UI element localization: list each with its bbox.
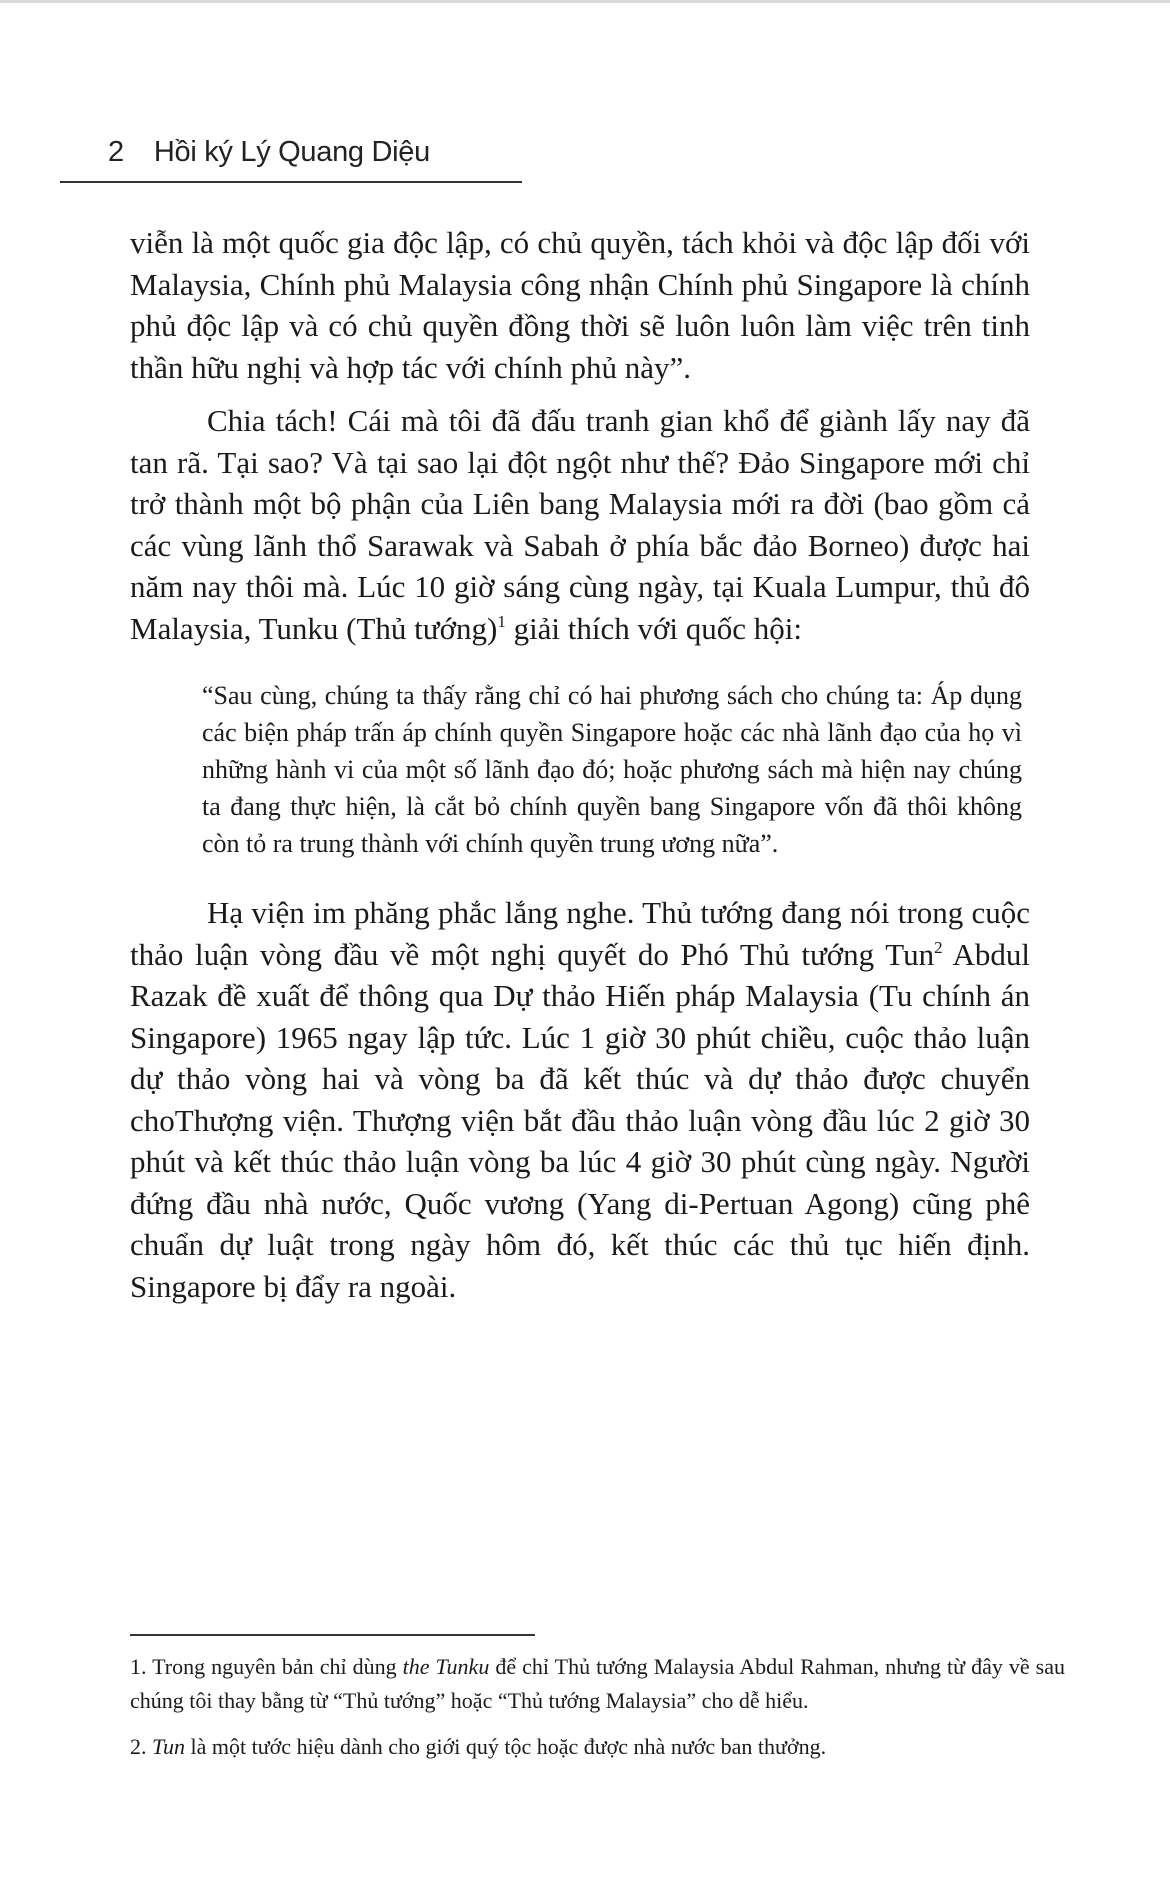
paragraph-1: viễn là một quốc gia độc lập, có chủ quyền, tách khỏi và độc lập đối với Malaysia, Chính phủ Malaysia công nhận Chính phủ Singapore là chính phủ độc lập và có chủ quyền đồng thời sẽ luôn luôn làm việc trên tinh thần hữu nghị và hợp tác với chính phủ này”.	[130, 225, 1030, 385]
footnote-2	[130, 1730, 1065, 1764]
footnote-2-text: là một tước hiệu dành cho giới quý tộc hoặc được nhà nước ban thưởng.	[185, 1734, 827, 1759]
paragraph-3	[130, 892, 1030, 1307]
footnote-2-prefix: 2.	[130, 1734, 152, 1759]
footnote-1-prefix: 1. Trong nguyên bản chỉ dùng	[130, 1654, 403, 1679]
paragraph-3-tail: Abdul Razak đề xuất để thông qua Dự thảo Hiến pháp Malaysia (Tu chính án Singapore) 1965 ngay lập tức. Lúc 1 giờ 30 phút chiều, cuộc thảo luận dự thảo vòng hai và vòng ba đã kết thúc và dự thảo được chuyển choThượng viện. Thượng viện bắt đầu thảo luận vòng đầu lúc 2 giờ 30 phút và kết thúc thảo luận vòng ba lúc 4 giờ 30 phút cùng ngày. Người đứng đầu nhà nước, Quốc vương (Yang di-Pertuan Agong) cũng phê chuẩn dự luật trong ngày hôm đó, kết thúc các thủ tục hiến định. Singapore bị đẩy ra ngoài.	[130, 936, 1030, 1304]
header-rule	[60, 181, 522, 183]
footnote-1-term: the Tunku	[402, 1654, 490, 1679]
footnote-ref-2: 2	[934, 937, 943, 957]
footnote-2-term: Tun	[152, 1734, 186, 1759]
paragraph-3-text: Hạ viện im phăng phắc lắng nghe. Thủ tướng đang nói trong cuộc thảo luận vòng đầu về một nghị quyết do Phó Thủ tướng Tun	[130, 895, 1030, 972]
running-header	[108, 136, 430, 169]
footnote-1	[130, 1650, 1065, 1718]
paragraph-2-tail: giải thích với quốc hội:	[505, 610, 803, 646]
page-top-edge	[0, 0, 1170, 3]
footnote-1-text: để chỉ Thủ tướng Malaysia Abdul Rahman, nhưng từ đây về sau chúng tôi thay bằng từ “Thủ tướng” hoặc “Thủ tướng Malaysia” cho dễ hiểu.	[130, 1654, 1065, 1713]
footnotes	[130, 1650, 1065, 1764]
body-text	[130, 222, 1030, 1307]
book-title: Hồi ký Lý Quang Diệu	[153, 136, 430, 168]
page-number: 2	[108, 136, 124, 168]
block-quote: “Sau cùng, chúng ta thấy rằng chỉ có hai phương sách cho chúng ta: Áp dụng các biện pháp trấn áp chính quyền Singapore hoặc các nhà lãnh đạo của họ vì những hành vi của một số lãnh đạo đó; hoặc phương sách mà hiện nay chúng ta đang thực hiện, là cắt bỏ chính quyền bang Singapore vốn đã thôi không còn tỏ ra trung thành với chính quyền trung ương nữa”.	[202, 681, 1022, 858]
footnote-rule	[130, 1634, 535, 1636]
footnote-ref-1: 1	[497, 611, 506, 631]
paragraph-2-text: Chia tách! Cái mà tôi đã đấu tranh gian khổ để giành lấy nay đã tan rã. Tại sao? Và tại sao lại đột ngột như thế? Đảo Singapore mới chỉ trở thành một bộ phận của Liên bang Malaysia mới ra đời (bao gồm cả các vùng lãnh thổ Sarawak và Sabah ở phía bắc đảo Borneo) được hai năm nay thôi mà. Lúc 10 giờ sáng cùng ngày, tại Kuala Lumpur, thủ đô Malaysia, Tunku (Thủ tướng)	[130, 403, 1030, 646]
paragraph-2	[130, 400, 1030, 649]
